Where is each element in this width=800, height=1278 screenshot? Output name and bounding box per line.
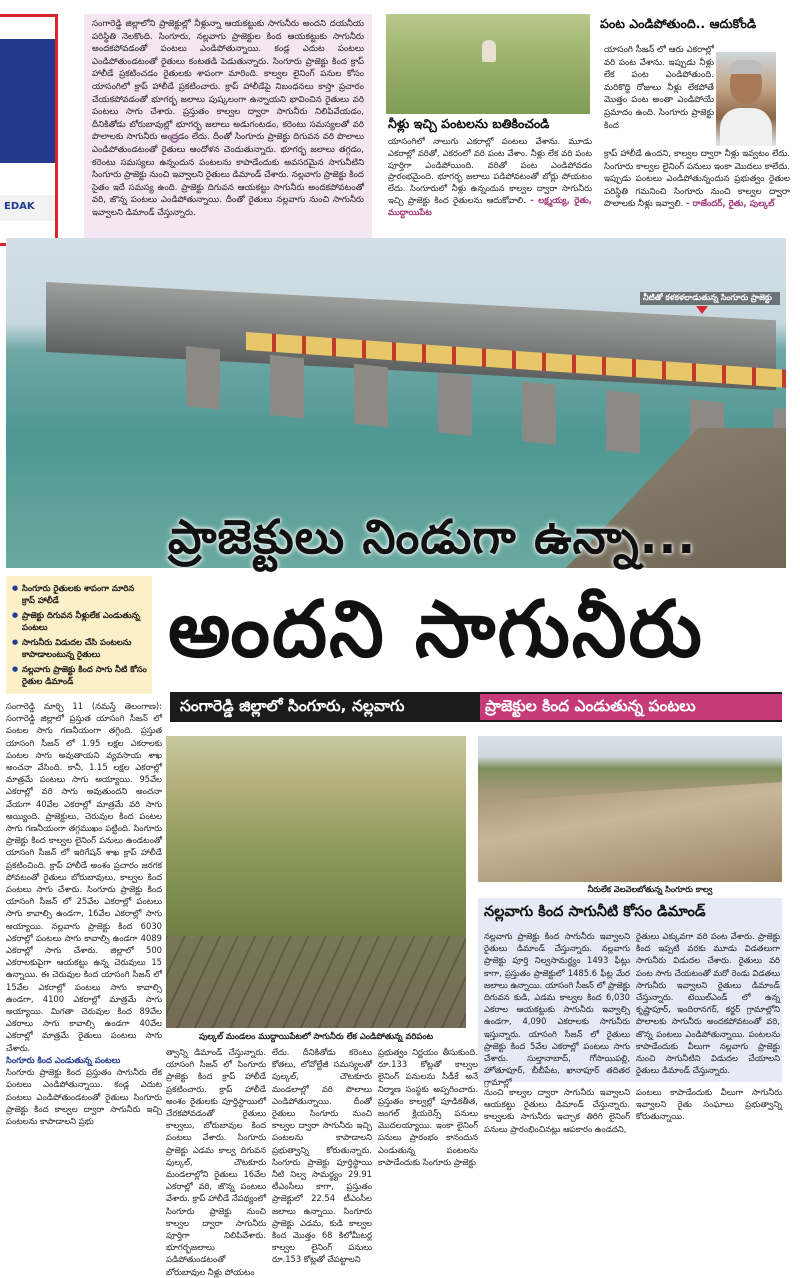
nallavagu-article-title: నల్లవాగు కింద సాగునీటి కోసం డిమాండ్ bbox=[484, 904, 706, 920]
nallavagu-article-col-b: రైతులు ఎక్కువగా వరి పంట వేశారు. ప్రాజెక్టు కింద ఇప్పటి వరకు మూడు విడతలుగా సాగునీరు విడుదల చేశారు. రైతులు వరి పంట సాగు చేయటంతో మరో రెండు విడతలు సాగునీరు ఇవ్వాలని రైతులు డిమాండ్ చేస్తున్నారు. టెయిల్ఎండ్ లో ఉన్న కృష్ణాపూర్, ఇందిరానగర్, కర్జర్ గ్రామాల్లోని పొలాలకు సాగునీరు అందకపోవటంతో వరి, జొన్న పంటలు ఎండిపోతున్నాయి. పంటలను కాపాడేందుకు వీలుగా నల్లవాగు ప్రాజెక్టు నుంచి సాగునీటిని విడుదల చేయాలని రైతులు డిమాండ్ చేస్తున్నారు. bbox=[636, 931, 780, 1076]
canal-bed bbox=[478, 782, 782, 882]
continuation-column-3: ప్రభుత్వం నిర్ణయం తీసుకుంది. రూ.133 కోట్లతో కాల్వల లైనింగ్ పనులను సీడీకే అనే నిర్మాణ సంస్థకు అప్పగించారు. ప్రస్తుతం కాల్వల్లో పూడికతీత, జంగల్ క్లియరెన్స్ పనులు మొదలయ్యాయి. ఇంకా లైనింగ్ పనులు ప్రారంభం కానందున ఎండుతున్న పంటలను కాపాడేందుకు సింగూరు ప్రాజెక్టు bbox=[378, 1047, 478, 1167]
portrait-hair bbox=[730, 60, 762, 74]
previous-page-teaser bbox=[0, 14, 58, 246]
subheadline-part2: ప్రాజెక్టుల కింద ఎండుతున్న పంటలు bbox=[480, 694, 782, 720]
teaser-label-band bbox=[0, 195, 55, 221]
portrait-shirt bbox=[720, 108, 772, 146]
main-photo-caption: నీటితో కళకళలాడుతున్న సింగూరు ప్రాజెక్టు bbox=[640, 292, 780, 305]
highlight-item: ● ప్రాజెక్టు దిగువన నీళ్లులేక ఎండుతున్న పంటలు bbox=[12, 609, 148, 633]
headline-line1: ప్రాజెక్టులు నిండుగా ఉన్నా... bbox=[168, 510, 697, 565]
continuation-column-2: లేదు. దీనికితోడు కరెంటు కోతలు, లోవోల్టేజీ సమస్యలతో పుల్కల్, చౌటకూరు మండలాల్లో వరి పొలాలు ఎండిపోతున్నాయి. దీంతో రైతులు సింగూరు నుంచి కాల్వల ద్వారా సాగునీరు ఇచ్చి పంటలను కాపాడాలని ప్రభుత్వాన్ని కోరుతున్నారు. సింగూరు ప్రాజెక్టు పూర్తిస్థాయి నీటి నిల్వ సామర్థ్యం 29.91 టీఎంసీలు కాగా, ప్రస్తుతం ప్రాజెక్టులో 22.54 టీఎంసీల జలాలు ఉన్నాయి. సింగూరు ప్రాజెక్టు ఎడమ, కుడి కాల్వల కింద మొత్తం 68 కిలోమీటర్ల కాల్వల లైనింగ్ పనులు రూ.153 కోట్లతో చేపట్టాలని bbox=[272, 1047, 372, 1265]
continuation-column-1: త్వాన్ని డిమాండ్ చేస్తున్నారు. యాసంగి సీజన్ లో సింగూరు ప్రాజెక్టు కింద క్రాప్ హాలీడే ప్రకటించారు. క్రాప్ హాలీడే అంశం రైతులకు పూర్తిస్థాయిలో చేరకపోవడంతో రైతులు కాల్వలు, బోరుబావుల కింద పంటలు వేశారు. సింగూరు ప్రాజెక్టు ఎడమ కాల్వ దిగువన పుల్కల్, చౌటకూరు మండలాల్లోని రైతులు 16వేల ఎకరాల్లో వరి, జొన్న పంటలు వేశారు. క్రాప్ హాలీడే నేపథ్యంలో సింగూరు ప్రాజెక్టు నుంచి కాల్వల ద్వారా సాగునీరు పూర్తిగా నిలిపివేశారు. భూగర్భజలాలు పడిపోతుండటంతో బోరుబావుల నీళ్లు పోయటం bbox=[166, 1047, 266, 1277]
teaser-label: EDAK bbox=[4, 201, 35, 212]
dry-paddy-field-photo bbox=[166, 736, 466, 1028]
farmer-portrait-photo bbox=[716, 52, 776, 146]
highlight-item: ● సింగూరు రైతులకు శాపంగా మారిన క్రాప్ హాలీడే bbox=[12, 582, 148, 606]
canal-photo-caption: నీరులేక వెలవెలబోతున్న సింగూరు కాల్వ bbox=[587, 884, 713, 894]
story2-byline: - లక్ష్మయ్య, రైతు, ముద్దాయిపేట bbox=[388, 194, 592, 217]
field-photo-caption: పుల్కల్ మండలం ముద్దాయిపేటలో సాగునీరు లేక ఎండిపోతున్న వరిపంట bbox=[198, 1031, 434, 1041]
story3-byline: - రాజేందర్, రైతు, పుల్కల్ bbox=[685, 199, 775, 210]
story3-title: పంట ఎండిపోతుంది.. ఆదుకోండి bbox=[600, 16, 757, 31]
farmer-figure bbox=[482, 40, 496, 62]
highlight-item: ● సాగునీరు విడుదల చేసి పంటలను కాపాడాలంటున్న రైతులు bbox=[12, 636, 148, 660]
teaser-blue-band bbox=[0, 39, 55, 163]
caption-pointer-icon bbox=[696, 306, 708, 314]
story3-text-b: క్రాప్ హాలీడే ఉందని, కాల్వల ద్వారా నీళ్లు ఇవ్వటం లేదు. సింగూరు కాల్వల లైనింగ్ పనులు ఇంకా మొదలు కాలేదు. ఇప్పుడు పంటలు ఎండిపోతున్నందున ప్రభుత్వం రైతుల పరిస్థితి గమనించి సింగూరు నుంచి కాల్వల ద్వారా పొలాలకు నీళ్లు ఇవ్వాలి. bbox=[604, 149, 790, 210]
story2-body bbox=[388, 136, 592, 232]
continuation-column-5: పంటలు కాపాడేందుకు వీలుగా సాగునీరు ఇవ్వాలని రైతు సంఘాలు ప్రభుత్వాన్ని కోరుతున్నాయి. bbox=[636, 1087, 782, 1122]
main-story-subhead: సింగూరు కింద ఎండుతున్న పంటలు bbox=[6, 1054, 121, 1065]
cracked-soil bbox=[166, 936, 466, 1028]
story2-text: యాసంగిలో నాలుగు ఎకరాల్లో పంటలు వేశాను. మూడు ఎకరాల్లో వరితో, ఎకరంలో వరి పంట వేశాం. నీళ్లు లేక వరి పంట పూర్తిగా ఎండిపోయింది. వరితో పంట ఎండిపోవడం ప్రారంభమైంది. భూగర్భ జలాలు పడిపోవటంతో బోర్లు పోయటం లేదు. సింగూరులో నీళ్లు ఉన్నందున కాల్వల ద్వారా సాగునీరు ఇచ్చి ప్రాజెక్టు కింద రైతులను ఆదుకోవాలి. bbox=[388, 136, 592, 205]
lead-story bbox=[84, 14, 372, 260]
main-story-column bbox=[6, 700, 162, 1206]
farmer-field-photo bbox=[386, 14, 590, 114]
story3-text-a: యాసంగి సీజన్ లో ఆరు ఎకరాల్లో వరి పంట వేశాను. ఇప్పుడు నీళ్లు లేక పంట ఎండిపోతుంది. మరికొద్ది రోజులు నీళ్లు లేకపోతే మొత్తం పంట అంతా ఎండిపోయే ప్రమాదం ఉంది. సింగూరు ప్రాజెక్టు కింద bbox=[604, 45, 714, 131]
highlight-item: ● నల్లవాగు ప్రాజెక్టు కింద సాగు నీటి కోసం రైతుల డిమాండ్ bbox=[12, 663, 148, 687]
continuation-column-4: నుంచి కాల్వల ద్వారా సాగునీరు ఇవ్వాలని ఆయకట్టు రైతులు డిమాండ్ చేస్తున్నారు. కాల్వలకు సాగునీరు ఇచ్చాక తిరిగి లైనింగ్ పనులు ప్రారంభించినట్లు ఆపకారం ఉండదని, bbox=[484, 1087, 630, 1134]
main-story-text2: సింగూరు ప్రాజెక్టు కింద ప్రస్తుతం సాగునీరు లేక పంటలు ఎండిపోతున్నాయి. కండ్ల ఎదుట పంటలు ఎండిపోతుండటంతో రైతులు సింగూరు ప్రాజెక్టు కింద కాల్వల ద్వారా సాగునీరు ఇచ్చి పంటలను కాపాడాలని ప్రభు bbox=[6, 1067, 162, 1126]
highlights-box bbox=[6, 576, 152, 694]
story3-body-b bbox=[604, 148, 790, 248]
decorative-circle-icon bbox=[170, 134, 179, 143]
headline-line2: అందని సాగునీరు bbox=[168, 585, 704, 675]
story2-title: నీళ్లు ఇచ్చి పంటలను బతికించండి bbox=[388, 116, 550, 131]
subheadline-part1: సంగారెడ్డి జిల్లాలో సింగూరు, నల్లవాగు bbox=[180, 697, 405, 715]
lead-story-text: సంగారెడ్డి జిల్లాలోని ప్రాజెక్టుల్లో నీళ్లున్నా ఆయకట్టుకు సాగునీరు అందని దయనీయ పరిస్థితి నెలకొంది. సింగూరు, నల్లవాగు ప్రాజెక్టుల కింద ఆయకట్టుకు సాగునీరు అందకపోవడంతో పంటలు ఎండిపోతున్నాయి. కండ్ల ఎదుట పంటలు ఎండిపోతుండటంతో రైతులు కంటతడి పెడుతున్నారు. సింగూరు ప్రాజెక్టు కింద క్రాప్ హాలీడే ప్రకటించడం రైతులకు శాపంగా మారింది. కాల్వల లైనింగ్ పనుల కోసం యాసంగిలో క్రాప్ హాలీడే ప్రకటించారు. క్రాప్ హాలీడేపై నిబంధనలు కాస్తా ప్రచారం చేయకపోవడంతో భూగర్భ జలాలు పుష్కలంగా ఉన్నాయని భావించిన రైతులు వరి పంటలు సాగు చేశారు. ప్రస్తుతం కాల్వల ద్వారా సాగునీరు నిలిపివేయడం, దీనికితోడు బోరుబావుల్లో భూగర్భ జలాలు అడుగంటడం, కరెంటు సమస్యలతో వరి పొలాలకు సాగునీరు అందడం లేదు. దీంతో సింగూరు ప్రాజెక్టు దిగువన వరి పొలాలు ఎండిపోతుండటంతో రైతులు ఆందోళన చెందుతున్నారు. భూగర్భ జలాలు తగ్గడం, కరెంటు సమస్యలు ఉన్నందున పంటలను కాపాడేందుకు అవసరమైన సాగునీటిని సింగూరు ప్రాజెక్టు నుంచి ఇవ్వాలని రైతులు డిమాండ్ చేశారు. నల్లవాగు ప్రాజెక్టు కింద సైతం ఇదే సమస్య ఉంది. ప్రాజెక్టు దిగువన ఆయకట్టు సాగునీరు అందకపోవటంతో వరి, జొన్న పంటలు ఎండిపోతున్నాయి. దీంతో రైతులు నల్లవాగు నుంచి సాగునీరు ఇవ్వాలని డిమాండ్ చేస్తున్నారు. bbox=[92, 19, 364, 218]
dry-canal-photo bbox=[478, 736, 782, 882]
nallavagu-article-col-a: నల్లవాగు ప్రాజెక్టు కింద సాగునీరు ఇవ్వాలని రైతులు డిమాండ్ చేస్తున్నారు. నల్లవాగు ప్రాజెక్టు పూర్తి నిల్వసామర్థ్యం 1493 ఫీట్లు కాగా, ప్రస్తుతం ప్రాజెక్టులో 1485.6 ఫీట్ల మేర జలాలు ఉన్నాయి. యాసంగి సీజన్ లో ప్రాజెక్టు దిగువన కుడి, ఎడమ కాల్వల కింద 6,030 ఎకరాల ఆయకట్టుకు సాగునీరు ఇవ్వాల్సి ఉండగా, 4,090 ఎకరాలకు సాగునీరు ఇస్తున్నారు. యాసంగి సీజన్ లో రైతులు ప్రాజెక్టు కింద 5వేల ఎకరాల్లో పంటలు సాగు చేశారు. సుల్తానాబాద్, గోసాయిపల్లి, హోతూపూర్, బీబీపేట, ఖానాపూర్ తదితర గ్రామాల్లో bbox=[484, 931, 630, 1088]
main-story-text: సంగారెడ్డి మార్చి 11 (నమస్తే తెలంగాణ): సంగారెడ్డి జిల్లాలో ప్రస్తుత యాసంగి సీజన్ లో పంటల సాగు గణనీయంగా తగ్గింది. ప్రస్తుత యాసంగి సీజన్ లో 1.95 లక్షల ఎకరాలకు పంటల సాగు అవుతాయని వ్యవసాయ శాఖ అంచనా వేసింది. కానీ, 1.15 లక్షల ఎకరాల్లో మాత్రమే పంటలు సాగు అయ్యాయి. 95వేల ఎకరాల్లో వరి సాగు అవుతుందని అంచనా వేయగా 40వేల ఎకరాల్లో మాత్రమే వరి సాగు అయ్యింది. ప్రాజెక్టులు, చెరువుల కింద పంటల సాగు గణనీయంగా తగ్గముఖం పట్టింది. సింగూరు ప్రాజెక్టు కింద కాల్వల లైనింగ్ పనులు ఉండటంతో యాసంగి సీజన్ లో ఇరిగేషన్ శాఖ క్రాప్ హాలీడే ప్రకటించింది. క్రాప్ హాలీడే అంశం ప్రచారం జరగక పోవటంతో రైతులు బోరుబావులు, కాల్వల కింద పంటలు సాగు చేశారు. సింగూరు ప్రాజెక్టు కింద యాసంగి సీజన్ లో 25వేల ఎకరాల్లో పంటలు సాగు కావాల్సి ఉండగా, 16వేల ఎకరాల్లో సాగు అయ్యాయి. నల్లవాగు ప్రాజెక్టు కింద 6030 ఎకరాల్లో పంటలు సాగు కావాల్సి ఉండగా 4089 ఎకరాల్లో సాగు చేశారు. జిల్లాలో 500 ఎకరాలకుపైగా ఆయకట్టు ఉన్న చెరువులు 15 ఉన్నాయి. ఈ చెరువుల కింద యాసంగి సీజన్ లో 15వేల ఎకరాల్లో పంటలు సాగు కావాల్సి ఉండగా, 4100 ఎకరాల్లో మాత్రమే సాగు అయ్యాయి. మిగతా చెరువుల కింద 89వేల ఎకరాలు సాగు కావాల్సి ఉండగా 40వేల ఎకరాల్లో మాత్రమే రైతులు పంటలు సాగు చేశారు. bbox=[6, 701, 162, 1053]
